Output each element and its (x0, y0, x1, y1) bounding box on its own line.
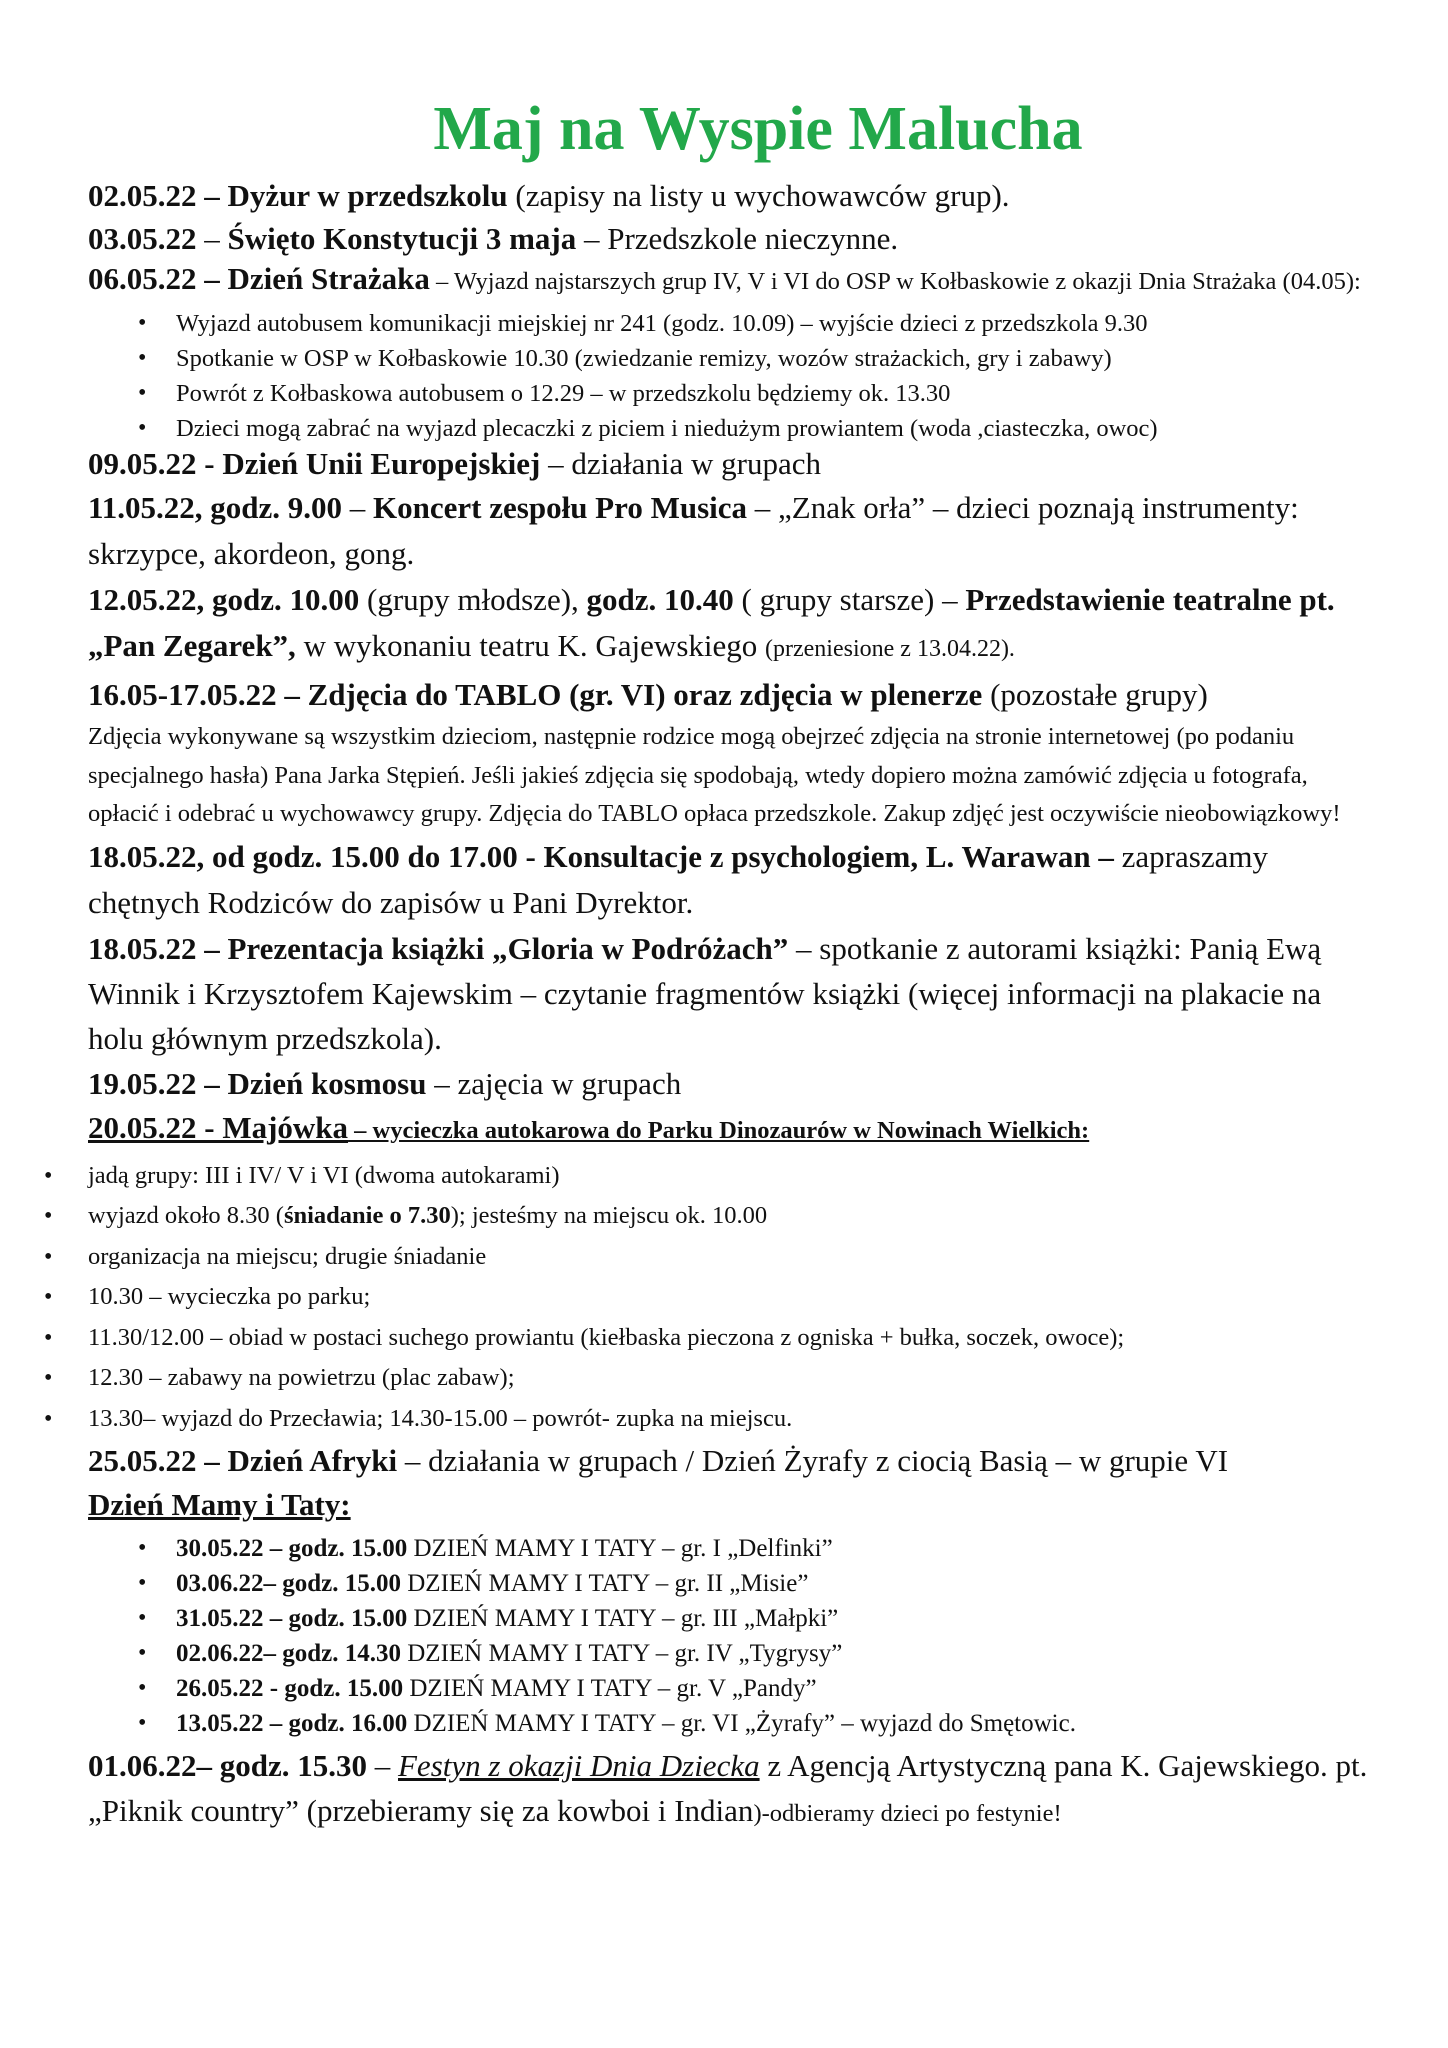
entry-1205-text2: ( grupy starsze) – (733, 582, 966, 617)
entry-2005-title: 20.05.22 - Majówka (88, 1109, 349, 1145)
entry-0205-text: (zapisy na listy u wychowawców grup). (507, 178, 1010, 213)
list-item (0, 1156, 1368, 1197)
entry-1205-note: (przeniesione z 13.04.22). (765, 636, 1015, 662)
entry-2505 (88, 1439, 1368, 1483)
list-item-date: 30.05.22 – godz. 15.00 (176, 1535, 408, 1562)
entry-0305-sep: – (196, 221, 228, 256)
entry-2005-subtitle: – wycieczka autokarowa do Parku Dinozaurów w Nowinach Wielkich: (348, 1116, 1090, 1144)
entry-1205-date: 12.05.22, godz. 10.00 (88, 582, 360, 617)
entry-0305-text: – Przedszkole nieczynne. (576, 221, 899, 256)
list-item: • Powrót z Kołbaskowa autobusem o 12.29 – w przedszkolu będziemy ok. 13.30 (88, 376, 1368, 411)
list-item (0, 1399, 1368, 1440)
entry-0205-date: 02.05.22 – Dyżur w przedszkolu (88, 178, 508, 213)
list-item-text: 10.30 – wycieczka po parku; (88, 1283, 371, 1310)
entry-0106-note: )-odbieramy dzieci po festynie! (753, 1800, 1062, 1827)
entry-1805-psych-title: 18.05.22, od godz. 15.00 do 17.00 - Konsultacje z psychologiem, L. Warawan – (88, 838, 1114, 874)
entry-0905-title: 09.05.22 - Dzień Unii Europejskiej (88, 446, 541, 481)
entry-0305-title: Święto Konstytucji 3 maja (227, 221, 577, 256)
entry-0305-date: 03.05.22 (88, 221, 197, 256)
list-item (88, 1601, 1368, 1636)
entry-1605-title: 16.05-17.05.22 – Zdjęcia do TABLO (gr. VI) oraz zdjęcia w plenerze (88, 677, 983, 712)
list-item (88, 1636, 1368, 1671)
list-item-text: DZIEŃ MAMY I TATY – gr. VI „Żyrafy” – wyjazd do Smętowic. (407, 1710, 1076, 1737)
list-item-text: 12.30 – zabawy na powietrzu (plac zabaw); (88, 1364, 515, 1391)
list-item-text: 11.30/12.00 – obiad w postaci suchego prowiantu (kiełbaska pieczona z ogniska + bułka, soczek, owoce); (88, 1323, 1125, 1351)
list-item-text: DZIEŃ MAMY I TATY – gr. I „Delfinki” (407, 1535, 833, 1562)
entry-0605-text: – Wyjazd najstarszych grup IV, V i VI do OSP w Kołbaskowie z okazji Dnia Strażaka (04.05): (429, 268, 1361, 295)
entry-0205 (88, 174, 1368, 217)
entry-1205-text3: w wykonaniu teatru K. Gajewskiego (295, 628, 766, 663)
list-item (0, 1318, 1368, 1359)
majowka-list (0, 1156, 1368, 1440)
entry-0605-title: 06.05.22 – Dzień Strażaka (88, 261, 430, 296)
list-item (88, 1566, 1368, 1601)
list-item-text: DZIEŃ MAMY I TATY – gr. III „Małpki” (407, 1605, 839, 1632)
entry-1205-title: Przedstawienie teatralne pt. „Pan Zegarek”, (88, 582, 1335, 663)
list-item-date: 03.06.22– godz. 15.00 (176, 1570, 401, 1597)
list-item-text: ); jesteśmy na miejscu ok. 10.00 (450, 1202, 768, 1229)
list-item (0, 1237, 1368, 1278)
list-item-date: 13.05.22 – godz. 16.00 (176, 1710, 408, 1737)
list-item (88, 1531, 1368, 1566)
entry-1205-text1: (grupy młodsze), (359, 582, 587, 617)
page-title: Maj na Wyspie Malucha (433, 95, 1083, 163)
list-item-date: 31.05.22 – godz. 15.00 (176, 1605, 408, 1632)
entry-1105-sep: – (342, 490, 374, 525)
entry-1905-text: – zajęcia w grupach (426, 1065, 682, 1101)
list-item-date: 26.05.22 - godz. 15.00 (176, 1675, 404, 1702)
list-item (0, 1196, 1368, 1237)
entry-1805-psych-text: zapraszamy chętnych Rodziców do zapisów u Pani Dyrektor. (88, 838, 1268, 920)
list-item-text: DZIEŃ MAMY I TATY – gr. IV „Tygrysy” (401, 1640, 843, 1667)
entry-1105 (88, 485, 1368, 577)
list-item-text: 13.30– wyjazd do Przecławia; 14.30-15.00 – powrót- zupka na miejscu. (88, 1404, 793, 1432)
entry-2505-text: – działania w grupach / Dzień Żyrafy z ciocią Basią – w grupie VI (397, 1443, 1229, 1478)
entry-1805-book-text: – spotkanie z autorami książki: Panią Ewą Winnik i Krzysztofem Kajewskim – czytanie fragmentów książki (więcej informacji na plakacie na holu głównym przedszkola). (88, 930, 1322, 1056)
list-item-text: DZIEŃ MAMY I TATY – gr. II „Misie” (401, 1570, 809, 1597)
list-item (88, 1706, 1368, 1741)
entry-dzien-mamy (88, 1483, 1368, 1527)
list-item: • Wyjazd autobusem komunikacji miejskiej nr 241 (godz. 10.09) – wyjście dzieci z przedszkola 9.30 (88, 306, 1368, 341)
entry-1605-body: Zdjęcia wykonywane są wszystkim dzieciom, następnie rodzice mogą obejrzeć zdjęcia na stronie internetowej (po podaniu specjalnego hasła) Pana Jarka Stępień. Jeśli jakieś zdjęcia się spodobają, wtedy dopiero można zamówić zdjęcia u fotografa, opłacić i odebrać u wychowawcy grupy. Zdjęcia do TABLO opłaca przedszkole. Zakup zdjęć jest oczywiście nieobowiązkowy! (88, 723, 1341, 827)
strazak-list (88, 306, 1368, 446)
entry-1805-book (88, 926, 1368, 1061)
list-item (0, 1358, 1368, 1399)
dzien-mamy-heading: Dzień Mamy i Taty: (88, 1487, 351, 1522)
list-item: • Dzieci mogą zabrać na wyjazd plecaczki z piciem i niedużym prowiantem (woda ,ciasteczka, owoc) (88, 411, 1368, 446)
entry-0106-text: z Agencją Artystyczną pana K. Gajewskiego. pt. „Piknik country” (przebieramy się za kowboi i Indian (88, 1748, 1368, 1828)
entry-0605 (88, 260, 1368, 304)
entry-0106-event: Festyn z okazji Dnia Dziecka (398, 1748, 760, 1783)
entry-0905 (88, 442, 1368, 485)
list-item (88, 1671, 1368, 1706)
entry-0106-sep: – (367, 1748, 398, 1783)
entry-0905-text: – działania w grupach (540, 446, 821, 481)
entry-1605-text: (pozostałe grupy) (982, 677, 1208, 712)
entry-0305 (88, 217, 1368, 260)
entry-1205-date2: godz. 10.40 (586, 582, 734, 617)
entry-1105-date: 11.05.22, godz. 9.00 (88, 490, 343, 525)
entry-1905-title: 19.05.22 – Dzień kosmosu (88, 1065, 427, 1101)
list-item-text: wyjazd około 8.30 ( (88, 1202, 284, 1229)
entry-1105-text: – „Znak orła” – dzieci poznają instrumenty: skrzypce, akordeon, gong. (88, 490, 1299, 571)
entry-2005 (88, 1106, 1368, 1156)
list-item-text: DZIEŃ MAMY I TATY – gr. V „Pandy” (403, 1675, 817, 1702)
entry-0106-date: 01.06.22– godz. 15.30 (88, 1748, 367, 1783)
dzien-mamy-list (88, 1531, 1368, 1741)
entry-2505-title: 25.05.22 – Dzień Afryki (88, 1443, 398, 1478)
entry-1205 (88, 577, 1368, 672)
list-item: • Spotkanie w OSP w Kołbaskowie 10.30 (zwiedzanie remizy, wozów strażackich, gry i zabawy) (88, 341, 1368, 376)
entry-0106 (88, 1743, 1368, 1836)
entry-1805-psych (88, 834, 1368, 926)
entry-1805-book-title: 18.05.22 – Prezentacja książki „Gloria w Podróżach” (88, 930, 789, 966)
list-item-text: organizacja na miejscu; drugie śniadanie (88, 1242, 487, 1270)
entry-1605 (88, 672, 1368, 718)
list-item-text: jadą grupy: III i IV/ V i VI (dwoma autokarami) (88, 1161, 560, 1189)
entry-1105-title: Koncert zespołu Pro Musica (373, 490, 747, 525)
list-item-bold: śniadanie o 7.30 (283, 1202, 451, 1229)
list-item (0, 1277, 1368, 1318)
list-item-date: 02.06.22– godz. 14.30 (176, 1640, 401, 1667)
entry-1905 (88, 1061, 1368, 1106)
